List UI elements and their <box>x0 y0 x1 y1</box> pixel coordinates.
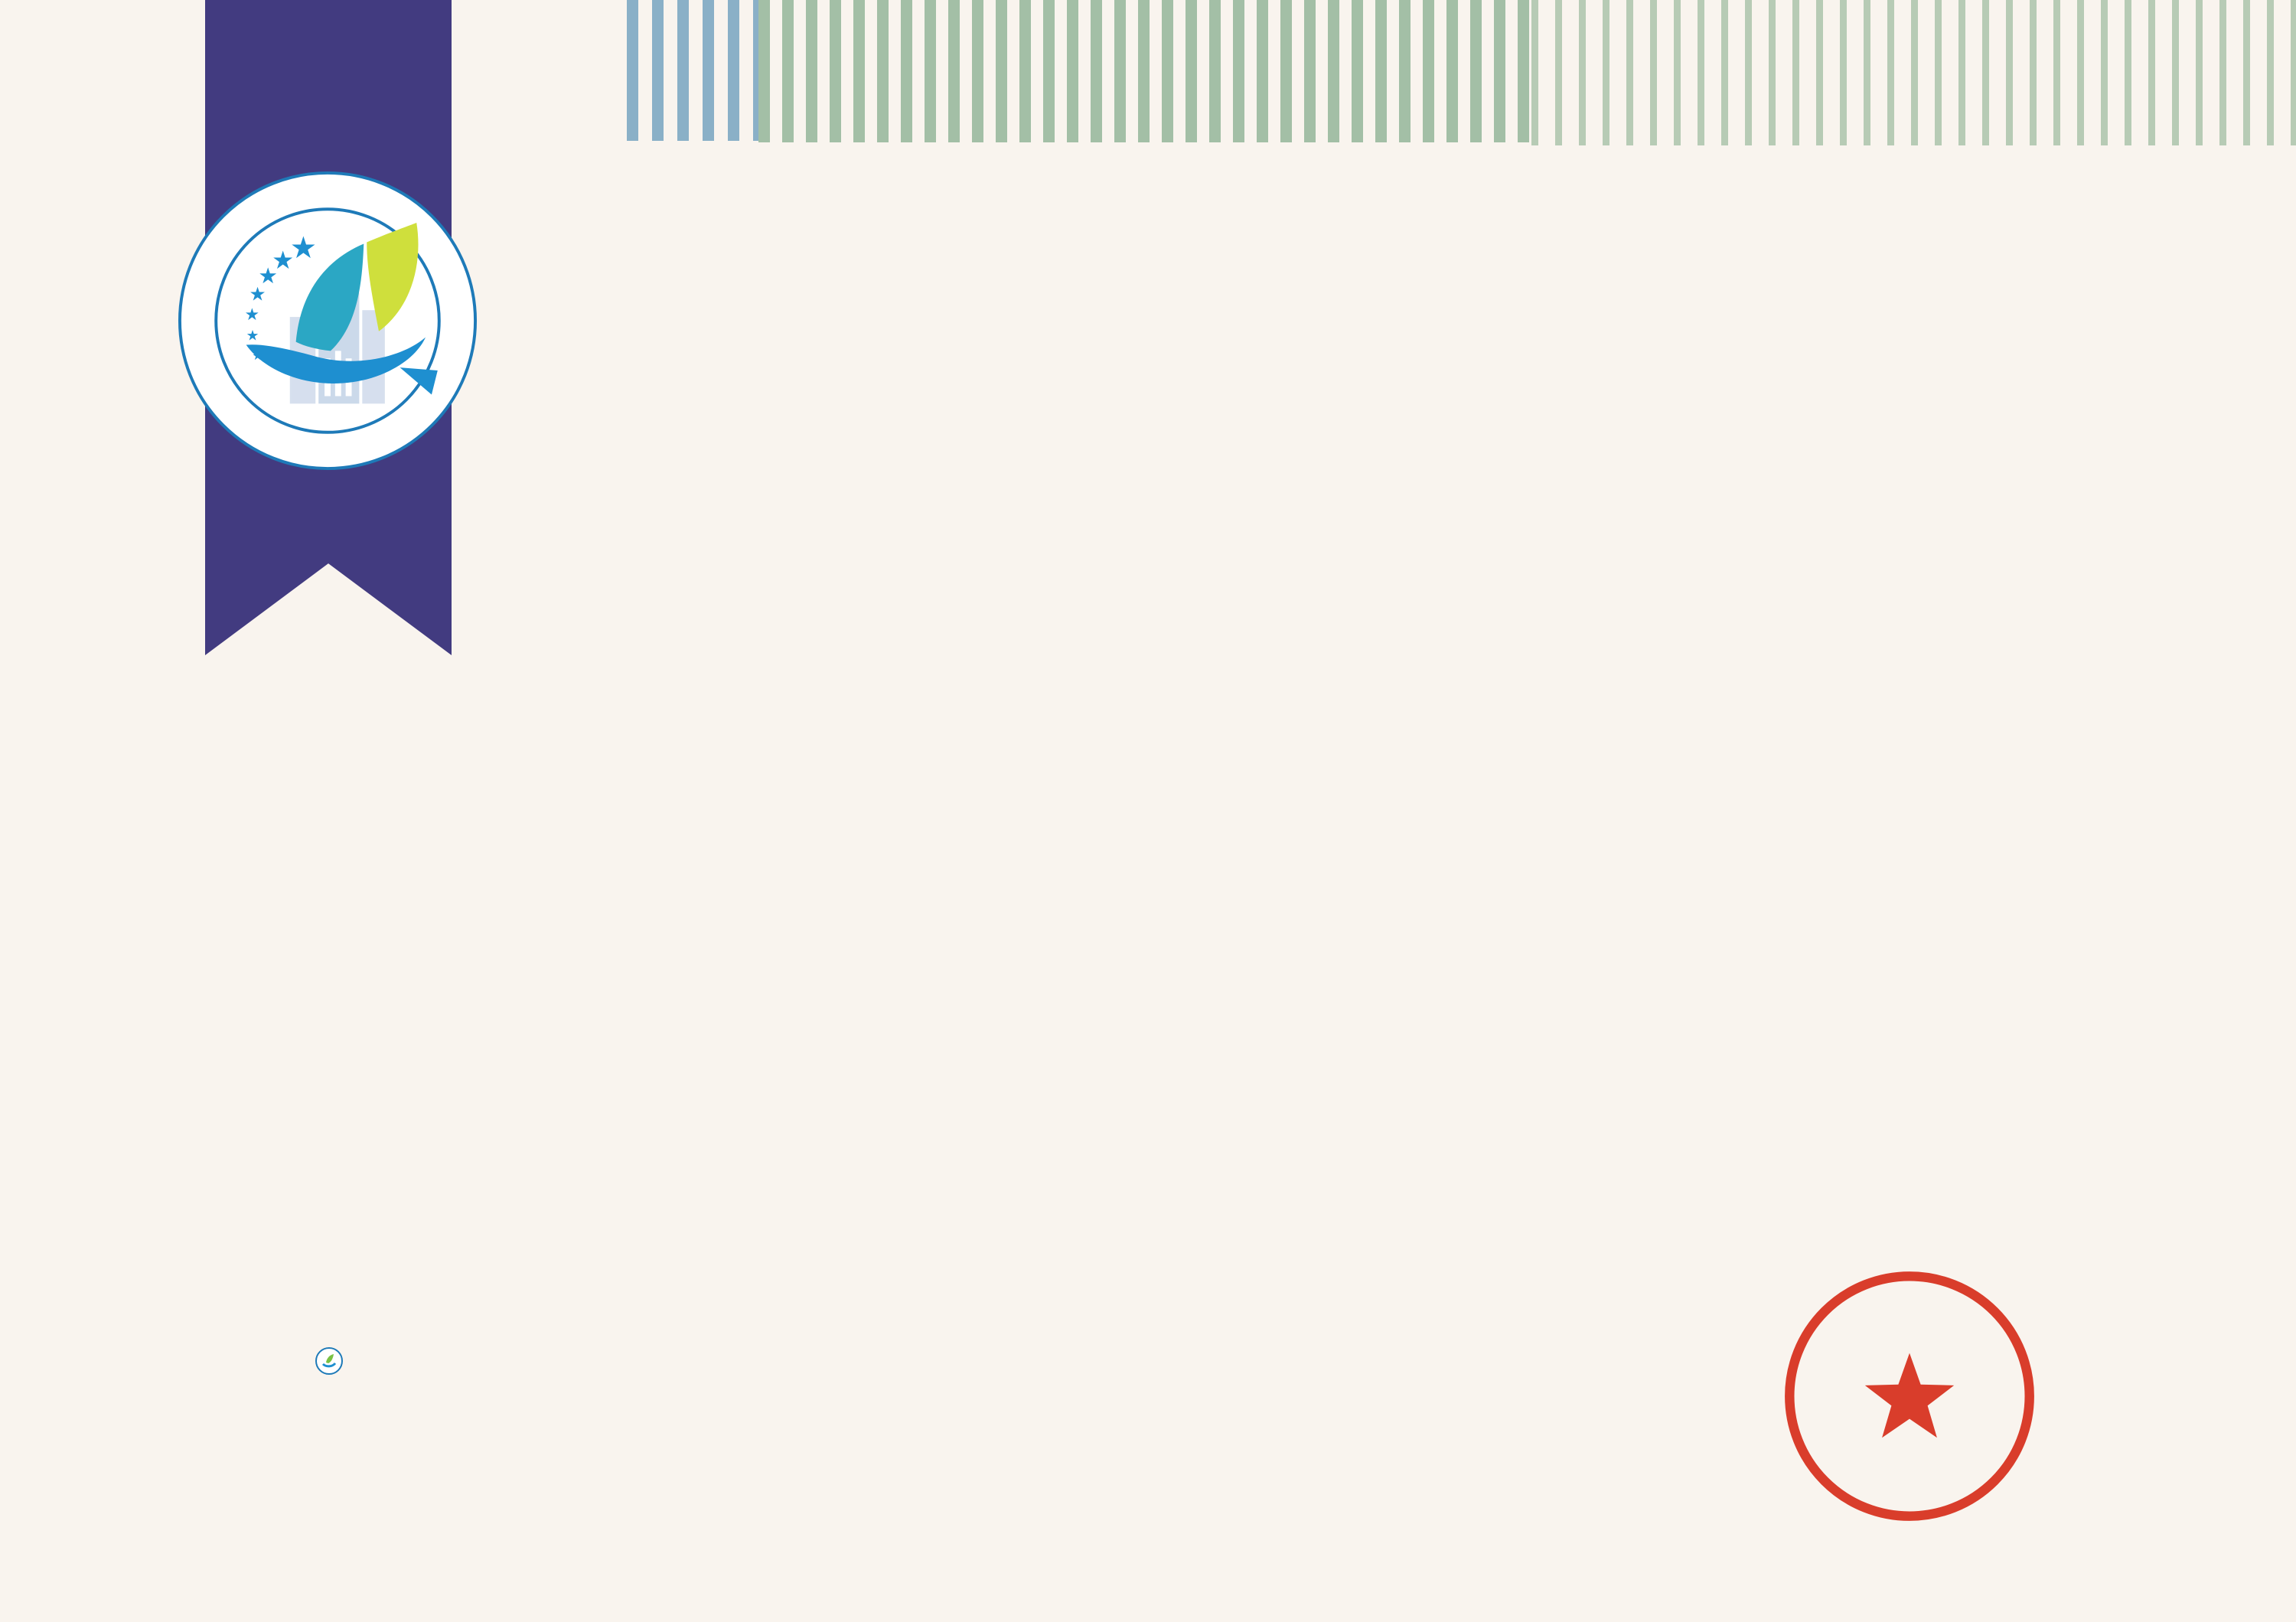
svg-text:★: ★ <box>272 246 295 275</box>
svg-text:★: ★ <box>258 263 278 289</box>
svg-text:★: ★ <box>246 327 259 344</box>
svg-text:★: ★ <box>289 231 318 266</box>
qr-code <box>230 1261 429 1460</box>
svg-text:★: ★ <box>252 350 263 364</box>
seal-star-icon <box>1865 1353 1954 1438</box>
hncia-association-badge <box>177 170 478 472</box>
svg-text:★: ★ <box>249 284 266 305</box>
qr-center-logo-icon <box>315 1347 343 1375</box>
official-red-seal <box>1778 1265 2041 1528</box>
barcode-stripe-band-light <box>1531 0 2296 145</box>
svg-text:★: ★ <box>244 305 260 325</box>
barcode-stripe-band-blue <box>627 0 758 141</box>
field-participants <box>680 1062 732 1225</box>
barcode-stripe-band-sage <box>758 0 1531 142</box>
